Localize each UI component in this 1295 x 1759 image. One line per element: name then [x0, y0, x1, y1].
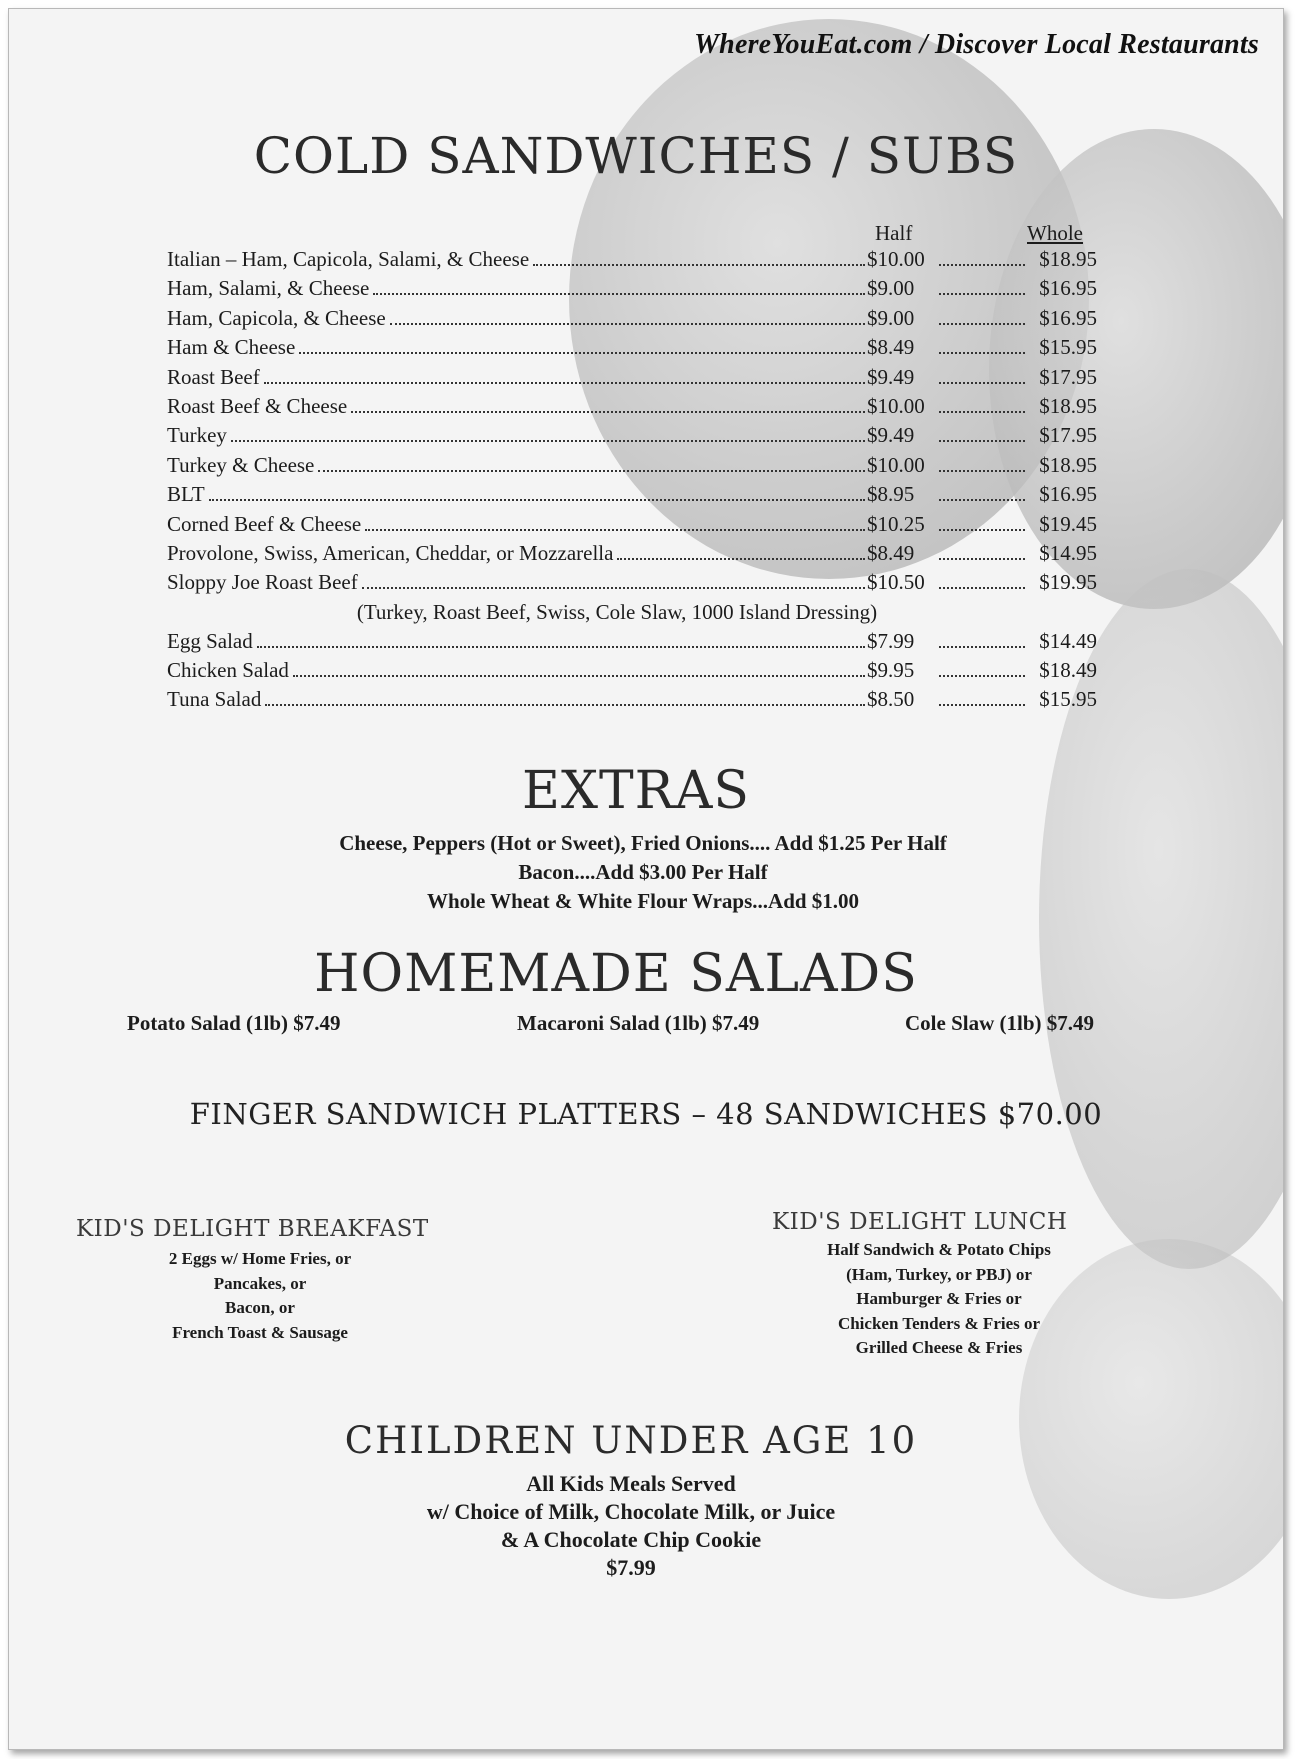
half-column-header: Half	[875, 221, 913, 245]
dot-leader	[939, 586, 1025, 589]
menu-item-row	[167, 394, 1097, 423]
half-price: $9.49	[867, 364, 915, 389]
menu-item-row	[167, 570, 1097, 599]
menu-item-name: Corned Beef & Cheese	[167, 511, 362, 536]
menu-page	[8, 8, 1284, 1750]
menu-item-name: Sloppy Joe Roast Beef	[167, 570, 358, 595]
sandwich-list	[167, 247, 1097, 600]
salad-sandwich-list	[167, 629, 1097, 717]
menu-item-row	[167, 512, 1097, 541]
menu-item-name: Ham & Cheese	[167, 335, 296, 360]
dot-leader	[373, 292, 865, 295]
dot-leader	[939, 292, 1025, 295]
extras-title: EXTRAS	[522, 761, 750, 821]
cole-slaw: Cole Slaw (1lb) $7.49	[905, 1011, 1094, 1035]
whole-price: $18.95	[1039, 393, 1097, 418]
menu-item-name: Ham, Capicola, & Cheese	[167, 305, 386, 330]
dot-leader	[939, 498, 1025, 501]
kids-breakfast-list	[135, 1247, 385, 1345]
site-header[interactable]: WhereYouEat.com / Discover Local Restaurants	[694, 29, 1259, 60]
kids-breakfast-item: Pancakes, or	[213, 1273, 307, 1293]
cold-sandwiches-title: COLD SANDWICHES / SUBS	[253, 127, 1019, 185]
menu-item-name: Provolone, Swiss, American, Cheddar, or Mozzarella	[167, 540, 614, 565]
menu-item-row	[167, 541, 1097, 570]
menu-item-row	[167, 335, 1097, 364]
whole-price: $19.95	[1039, 570, 1097, 595]
half-price: $8.49	[867, 335, 915, 360]
dot-leader	[939, 469, 1025, 472]
kids-lunch-item: Half Sandwich & Potato Chips	[827, 1240, 1051, 1259]
dot-leader	[939, 351, 1025, 354]
price-column-headers	[167, 221, 1097, 247]
menu-item-row	[167, 247, 1097, 276]
whole-price: $17.95	[1039, 423, 1097, 448]
half-price: $10.00	[867, 452, 925, 477]
dot-leader	[351, 410, 865, 413]
menu-item-row	[167, 482, 1097, 511]
whole-price: $16.95	[1039, 482, 1097, 507]
dot-leader	[533, 263, 865, 266]
kids-breakfast-item: 2 Eggs w/ Home Fries, or	[168, 1249, 352, 1268]
kids-breakfast-item: Bacon, or	[225, 1298, 295, 1317]
dot-leader	[231, 439, 865, 442]
half-price: $10.00	[867, 247, 925, 271]
dot-leader	[617, 557, 865, 560]
menu-item-name: Italian – Ham, Capicola, Salami, & Cheese	[167, 247, 530, 271]
menu-item-row	[167, 629, 1097, 658]
whole-price: $17.95	[1039, 364, 1097, 389]
menu-item-row	[167, 365, 1097, 394]
kids-breakfast-title: KID'S DELIGHT BREAKFAST	[76, 1216, 429, 1242]
menu-item-row	[167, 306, 1097, 335]
half-price: $7.99	[867, 628, 915, 653]
menu-item-name: Chicken Salad	[167, 658, 289, 683]
dot-leader	[390, 322, 865, 325]
children-price: $7.99	[606, 1555, 656, 1580]
dot-leader	[362, 586, 865, 589]
half-price: $9.00	[867, 276, 915, 301]
half-price: $8.50	[867, 687, 915, 712]
menu-item-row	[167, 423, 1097, 452]
children-title: CHILDREN UNDER AGE 10	[344, 1419, 918, 1462]
extras-line: Whole Wheat & White Flour Wraps...Add $1.00	[426, 889, 860, 913]
whole-price: $19.45	[1039, 511, 1097, 536]
whole-price: $16.95	[1039, 305, 1097, 330]
whole-price: $18.95	[1039, 452, 1097, 477]
kids-lunch-item: Hamburger & Fries or	[856, 1289, 1022, 1308]
menu-item-row	[167, 453, 1097, 482]
kids-breakfast-item: French Toast & Sausage	[172, 1322, 348, 1342]
kids-lunch-list	[789, 1238, 1089, 1361]
dot-leader	[265, 703, 865, 706]
menu-item-name: Roast Beef & Cheese	[167, 393, 348, 418]
potato-salad: Potato Salad (1lb) $7.49	[127, 1011, 341, 1035]
dot-leader	[939, 439, 1025, 442]
menu-item-name: Tuna Salad	[167, 687, 262, 712]
menu-item-name: BLT	[167, 482, 205, 507]
half-price: $9.00	[867, 305, 915, 330]
kids-lunch-item: (Ham, Turkey, or PBJ) or	[846, 1264, 1032, 1284]
dot-leader	[939, 645, 1025, 648]
dot-leader	[939, 322, 1025, 325]
menu-item-name: Egg Salad	[167, 628, 253, 653]
kids-lunch-item: Grilled Cheese & Fries	[855, 1338, 1023, 1357]
half-price: $8.95	[867, 482, 915, 507]
menu-item-name: Turkey	[167, 423, 227, 448]
dot-leader	[257, 645, 865, 648]
dot-leader	[365, 528, 865, 531]
whole-price: $16.95	[1039, 276, 1097, 301]
children-line: All Kids Meals Served	[526, 1471, 736, 1496]
whole-price: $15.95	[1039, 335, 1097, 360]
dot-leader	[293, 674, 865, 677]
dot-leader	[299, 351, 865, 354]
dot-leader	[939, 674, 1025, 677]
menu-item-name: Turkey & Cheese	[167, 452, 315, 477]
cold-sandwiches-table	[167, 221, 1097, 717]
half-price: $10.50	[867, 570, 925, 595]
menu-item-row	[167, 658, 1097, 687]
dot-leader	[318, 469, 865, 472]
menu-item-row	[167, 687, 1097, 716]
whole-price: $14.95	[1039, 540, 1097, 565]
extras-line: Cheese, Peppers (Hot or Sweet), Fried Onions.... Add $1.25 Per Half	[339, 831, 947, 855]
whole-price: $18.95	[1039, 247, 1097, 271]
macaroni-salad: Macaroni Salad (1lb) $7.49	[517, 1011, 760, 1035]
half-price: $10.00	[867, 393, 925, 418]
menu-item-name: Roast Beef	[167, 364, 260, 389]
menu-item-name: Ham, Salami, & Cheese	[167, 276, 370, 301]
dot-leader	[939, 410, 1025, 413]
dot-leader	[939, 528, 1025, 531]
menu-item-row	[167, 276, 1097, 305]
children-line: w/ Choice of Milk, Chocolate Milk, or Juice	[426, 1499, 836, 1524]
dot-leader	[264, 381, 865, 384]
kids-lunch-title: KID'S DELIGHT LUNCH	[772, 1209, 1068, 1235]
sloppy-joe-note: (Turkey, Roast Beef, Swiss, Cole Slaw, 1000 Island Dressing)	[356, 599, 878, 624]
dot-leader	[209, 498, 865, 501]
kids-lunch-item: Chicken Tenders & Fries or	[837, 1313, 1041, 1333]
homemade-salads-title: HOMEMADE SALADS	[314, 944, 918, 1004]
half-price: $9.49	[867, 423, 915, 448]
whole-price: $18.49	[1039, 658, 1097, 683]
half-price: $9.95	[867, 658, 915, 683]
dot-leader	[939, 703, 1025, 706]
dot-leader	[939, 263, 1025, 266]
dot-leader	[939, 381, 1025, 384]
whole-price: $15.95	[1039, 687, 1097, 712]
whole-price: $14.49	[1039, 628, 1097, 653]
finger-platters: FINGER SANDWICH PLATTERS – 48 SANDWICHES $70.00	[189, 1097, 1103, 1131]
extras-line: Bacon....Add $3.00 Per Half	[518, 860, 768, 884]
dot-leader	[939, 557, 1025, 560]
children-line: & A Chocolate Chip Cookie	[500, 1527, 762, 1552]
whole-column-header: Whole	[1027, 221, 1083, 245]
half-price: $8.49	[867, 540, 915, 565]
half-price: $10.25	[867, 511, 925, 536]
